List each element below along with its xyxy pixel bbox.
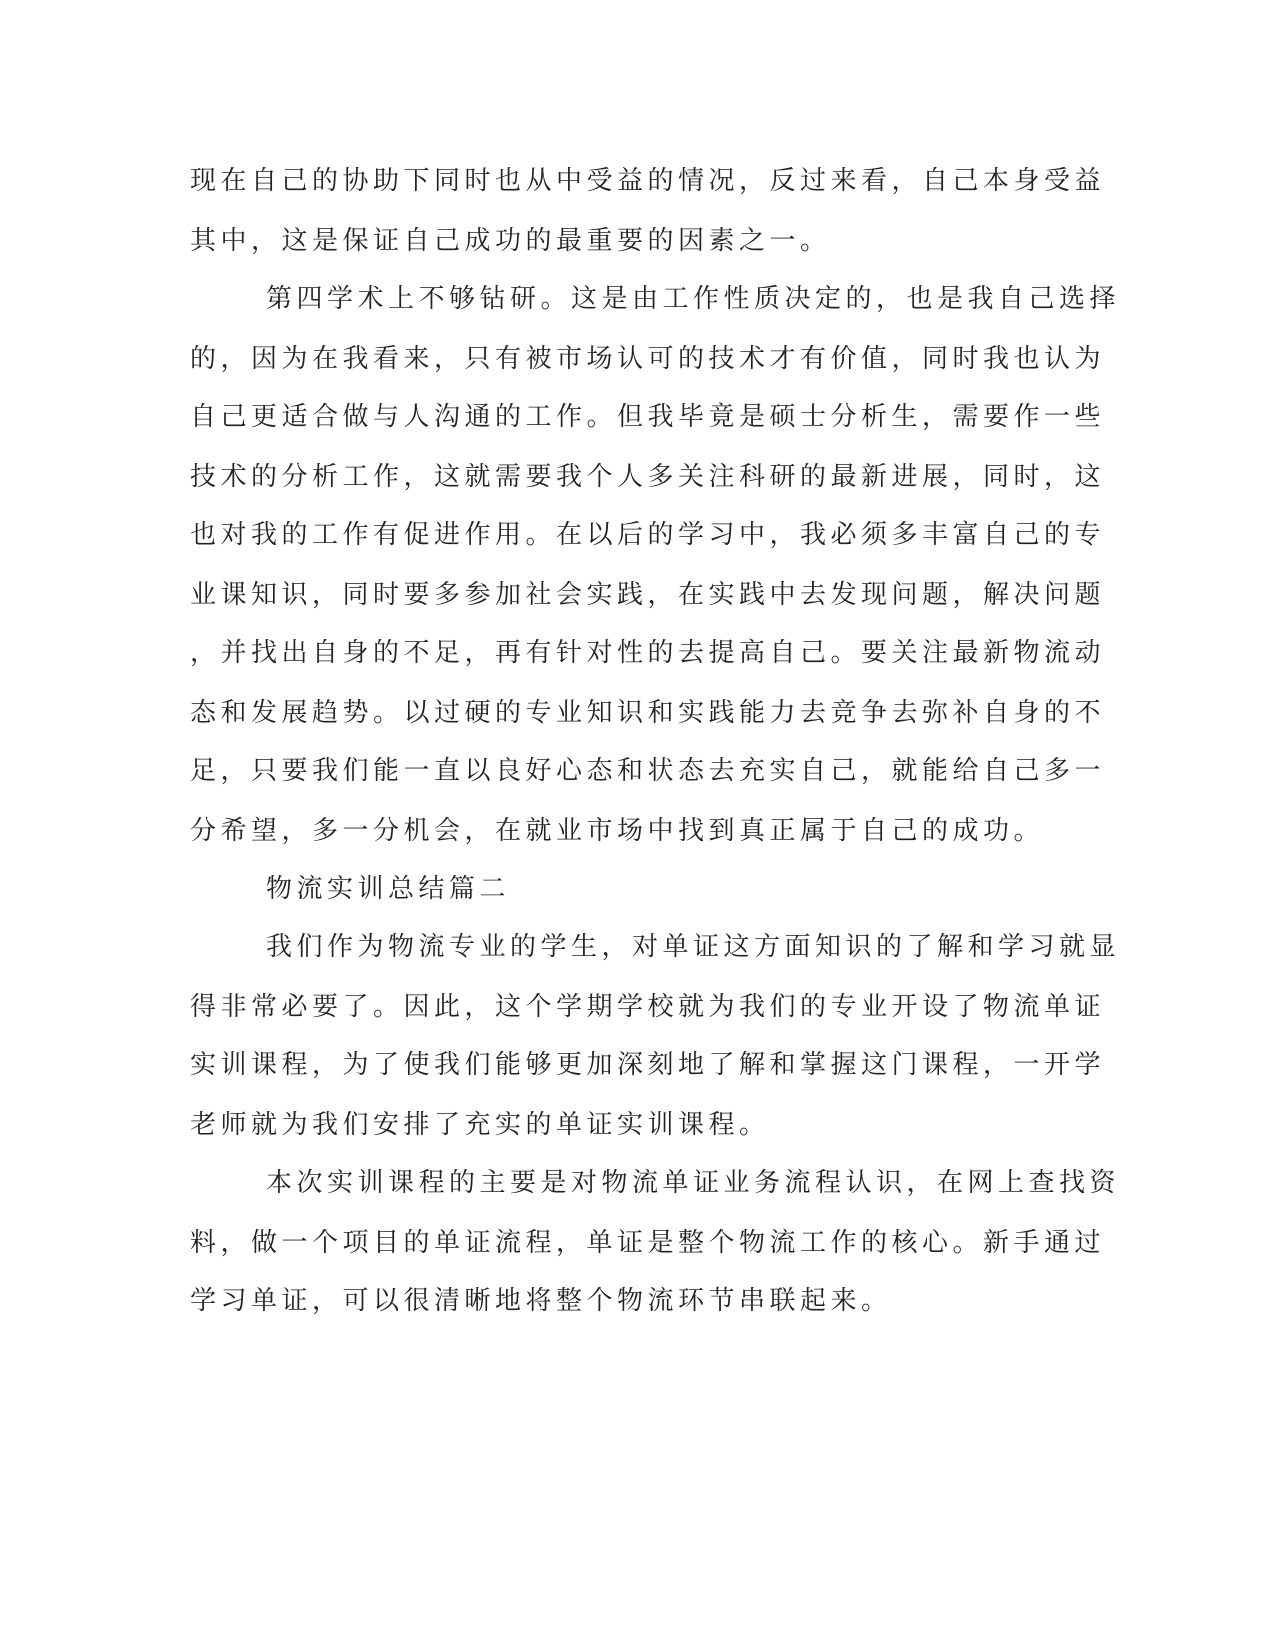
text-line: 本次实训课程的主要是对物流单证业务流程认识，在网上查找资 bbox=[266, 1168, 1121, 1198]
text-line: 第四学术上不够钻研。这是由工作性质决定的，也是我自己选择 bbox=[266, 284, 1121, 314]
text-line: 料，做一个项目的单证流程，单证是整个物流工作的核心。新手通过 bbox=[190, 1228, 1106, 1258]
text-line: 现在自己的协助下同时也从中受益的情况，反过来看，自己本身受益 bbox=[190, 166, 1106, 196]
text-line: 我们作为物流专业的学生，对单证这方面知识的了解和学习就显 bbox=[266, 932, 1121, 962]
section-heading: 物流实训总结篇二 bbox=[266, 874, 511, 904]
text-line: 也对我的工作有促进作用。在以后的学习中，我必须多丰富自己的专 bbox=[190, 520, 1106, 550]
text-line: 技术的分析工作，这就需要我个人多关注科研的最新进展，同时，这 bbox=[190, 462, 1106, 492]
text-line: ，并找出自身的不足，再有针对性的去提高自己。要关注最新物流动 bbox=[190, 638, 1106, 668]
text-line: 实训课程，为了使我们能够更加深刻地了解和掌握这门课程，一开学 bbox=[190, 1050, 1106, 1080]
text-line: 自己更适合做与人沟通的工作。但我毕竟是硕士分析生，需要作一些 bbox=[190, 402, 1106, 432]
text-line: 学习单证，可以很清晰地将整个物流环节串联起来。 bbox=[190, 1286, 892, 1316]
text-line: 态和发展趋势。以过硬的专业知识和实践能力去竞争去弥补自身的不 bbox=[190, 698, 1106, 728]
text-line: 的，因为在我看来，只有被市场认可的技术才有价值，同时我也认为 bbox=[190, 344, 1106, 374]
text-line: 足，只要我们能一直以良好心态和状态去充实自己，就能给自己多一 bbox=[190, 756, 1106, 786]
text-line: 得非常必要了。因此，这个学期学校就为我们的专业开设了物流单证 bbox=[190, 992, 1106, 1022]
text-line: 业课知识，同时要多参加社会实践，在实践中去发现问题，解决问题 bbox=[190, 580, 1106, 610]
text-line: 分希望，多一分机会，在就业市场中找到真正属于自己的成功。 bbox=[190, 816, 1045, 846]
text-line: 老师就为我们安排了充实的单证实训课程。 bbox=[190, 1110, 770, 1140]
text-line: 其中，这是保证自己成功的最重要的因素之一。 bbox=[190, 226, 831, 256]
